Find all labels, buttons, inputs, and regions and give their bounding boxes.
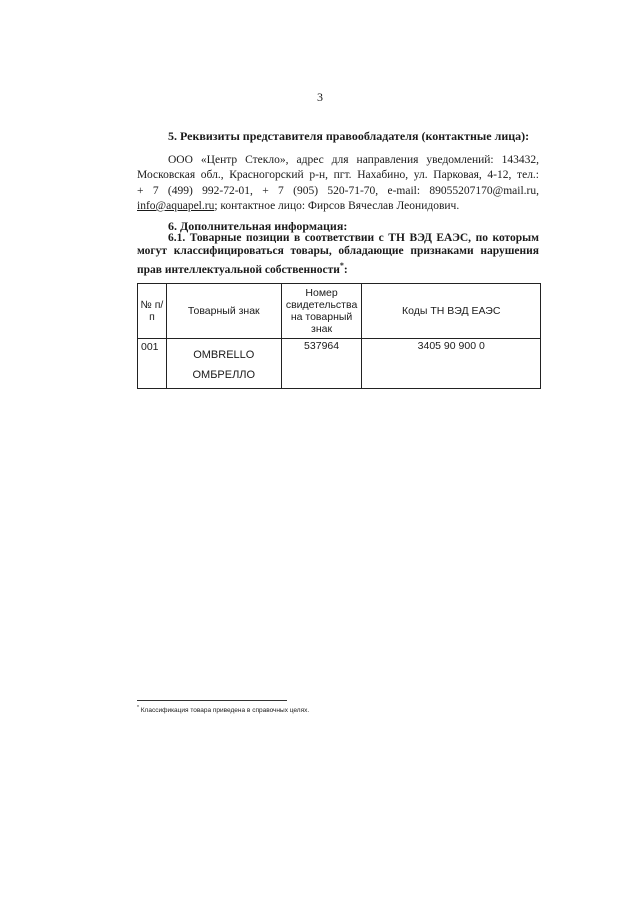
section-6-1-text (137, 232, 539, 277)
contact-line-4 (137, 199, 539, 214)
email-link[interactable]: info@aquapel.ru (137, 199, 215, 212)
contact-person: ; контактное лицо: Фирсов Вячеслав Леонидович. (214, 199, 460, 212)
sub-line-2: могут классифицироваться товары, обладающие признаками нарушения (137, 245, 539, 258)
header-cert: Номер свидетельства на товарный знак (281, 284, 362, 339)
cell-num: 001 (138, 339, 167, 389)
contact-details (137, 153, 539, 214)
header-num: № п/п (138, 284, 167, 339)
sub-line-colon: : (343, 263, 348, 276)
contact-line-2: Московская обл., Красногорский р-н, пгт. Нахабино, ул. Парковая, 4-12, тел.: (137, 169, 539, 182)
header-codes: Коды ТН ВЭД ЕАЭС (362, 284, 541, 339)
contact-line-1: ООО «Центр Стекло», адрес для направления уведомлений: 143432, (168, 154, 539, 166)
contact-line-3: + 7 (499) 992-72-01, + 7 (905) 520-71-70, e-mail: 89055207170@mail.ru, (137, 184, 539, 197)
sub-line-3 (137, 259, 539, 277)
section-6-title: 6. Дополнительная информация: (168, 219, 348, 233)
mark-cyrillic: ОМБРЕЛЛО (192, 369, 256, 381)
sub-line-3-text: прав интеллектуальной собственности (137, 263, 340, 276)
footnote-ref: * (339, 260, 344, 270)
trademark-table (137, 283, 541, 389)
footnote-divider (137, 700, 287, 701)
page-number: 3 (317, 90, 323, 104)
cell-cert: 537964 (281, 339, 362, 389)
footnote (137, 705, 309, 714)
table-header-row (138, 284, 541, 339)
cell-mark (166, 339, 281, 389)
footnote-mark: * (137, 705, 139, 711)
mark-latin: OMBRELLO (193, 349, 255, 361)
section-5-title: 5. Реквизиты представителя правообладателя (контактные лица): (168, 129, 530, 143)
footnote-text: Классификация товара приведена в справочных целях. (140, 707, 310, 715)
sub-line-1: 6.1. Товарные позиции в соответствии с ТН ВЭД ЕАЭС, по которым (168, 232, 539, 244)
header-mark: Товарный знак (166, 284, 281, 339)
table-row (138, 339, 541, 389)
cell-codes: 3405 90 900 0 (362, 339, 541, 389)
